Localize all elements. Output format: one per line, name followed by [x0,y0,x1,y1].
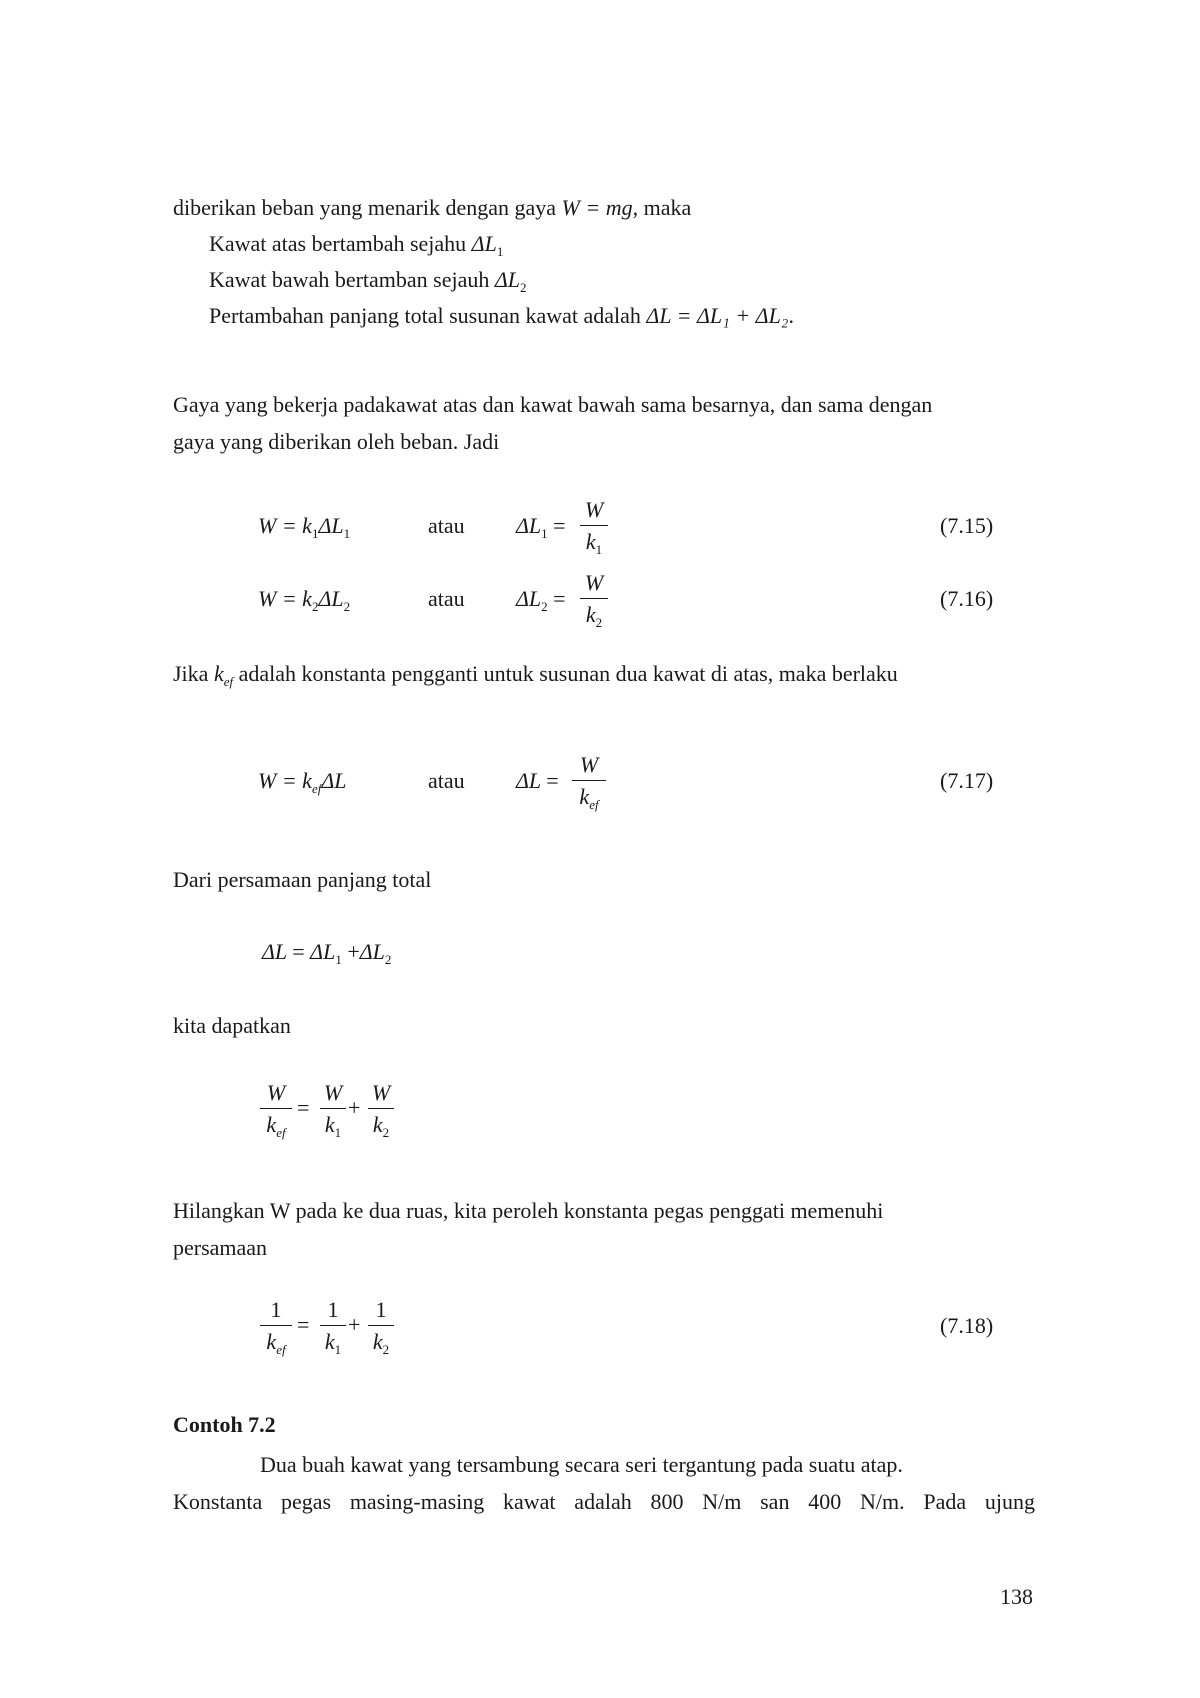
equation-7-17-lhs: $W = k_{ef}\Delta L$ [258,768,347,796]
equation-7-17-fraction: W $k_{ef}$ [572,752,606,813]
intro-item-3: Pertambahan panjang total susunan kawat adalah ΔL = ΔL₁ + ΔL₂. [209,303,794,328]
intro-item-2: Kawat bawah bertamban sejauh $\Delta L_2$ [209,267,527,295]
equation-7-17-rhs: ΔL = [516,768,559,793]
equation-total-length: $\Delta L = \Delta L_1 +\Delta L_2$ [262,939,392,967]
equation-7-15-fraction: W $k_1$ [580,497,608,558]
equation-w-fraction-kef: W $k_{ef}$ [260,1080,292,1141]
equation-number-7-15: (7.15) [940,513,994,538]
equation-w-fraction-k2: W $k_2$ [368,1080,394,1141]
equation-w-fraction-k1: W $k_1$ [320,1080,346,1141]
example-paragraph: Dua buah kawat yang tersambung secara seri tergantung pada suatu atap. Konstanta pegas masing-masing kawat adalah 800 N/m san 400 N/m. Pada ujung [173,1452,1035,1514]
equation-7-15-rhs: $\Delta L_1$ = [516,513,566,541]
paragraph-we-get: kita dapatkan [173,1013,291,1038]
equation-7-18-equals: = [297,1312,310,1337]
equation-7-16-rhs: $\Delta L_2$ = [516,586,566,614]
equation-number-7-18: (7.18) [940,1313,994,1338]
equation-7-16-lhs: $W = k_2\Delta L_2$ [258,586,351,614]
intro-item-1: Kawat atas bertambah sejahu $\Delta L_1$ [209,231,504,259]
equation-7-18-fraction-kef: 1 $k_{ef}$ [260,1297,292,1358]
equation-7-17-atau: atau [428,768,465,793]
equation-7-16-atau: atau [428,586,465,611]
equation-7-18-fraction-k2: 1 $k_2$ [368,1297,394,1358]
equation-w-plus: + [348,1095,361,1120]
paragraph-total-length: Dari persamaan panjang total [173,867,432,892]
equation-number-7-17: (7.17) [940,768,994,793]
equation-7-16-fraction: W $k_2$ [580,570,608,631]
equation-7-18-fraction-k1: 1 $k_1$ [320,1297,346,1358]
paragraph-force: Gaya yang bekerja padakawat atas dan kawat bawah sama besarnya, dan sama dengan gaya yang diberikan oleh beban. Jadi [173,392,933,454]
equation-7-18-plus: + [348,1312,361,1337]
example-heading: Contoh 7.2 [173,1412,276,1437]
paragraph-kef: Jika $k_{ef}$ adalah konstanta pengganti untuk susunan dua kawat di atas, maka berlaku [173,661,898,689]
equation-number-7-16: (7.16) [940,586,994,611]
page-number: 138 [1000,1584,1033,1609]
equation-7-15-lhs: $W = k_1\Delta L_1$ [258,513,351,541]
paragraph-remove-w: Hilangkan W pada ke dua ruas, kita peroleh konstanta pegas penggati memenuhi persamaan [173,1198,884,1260]
intro-line: diberikan beban yang menarik dengan gaya W = mg, maka [173,195,692,220]
equation-w-equals: = [297,1095,310,1120]
equation-7-15-atau: atau [428,513,465,538]
